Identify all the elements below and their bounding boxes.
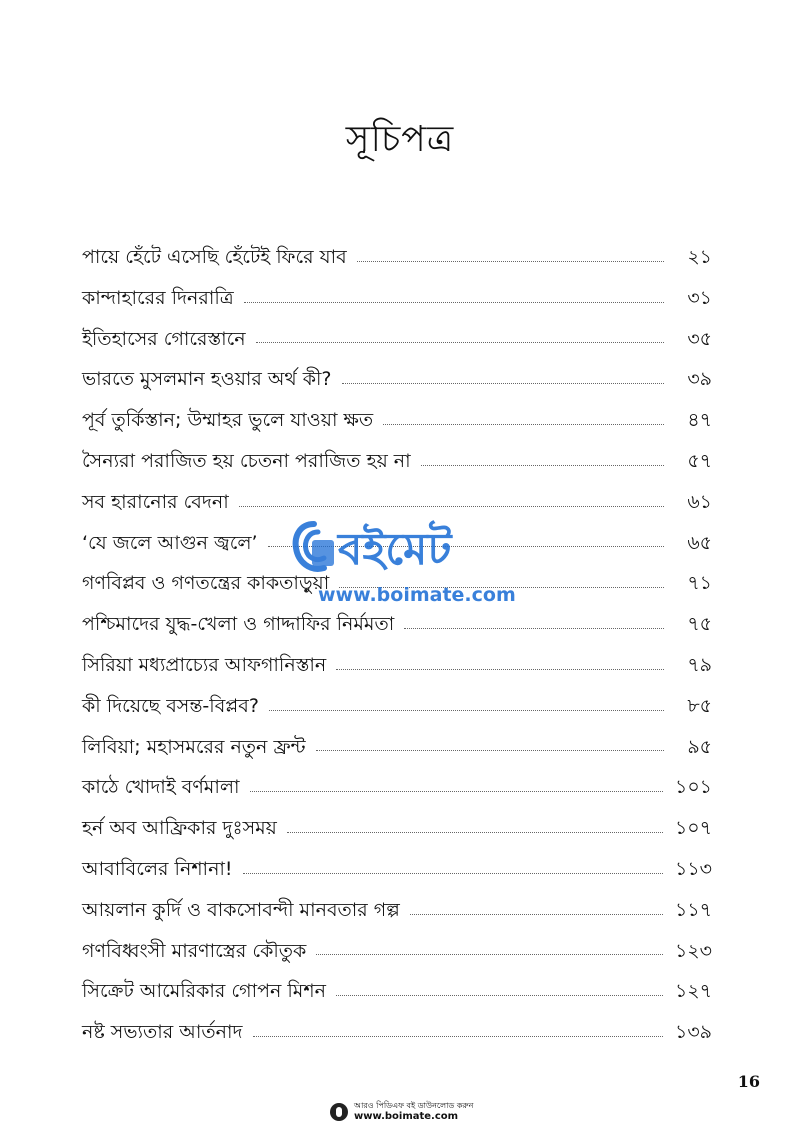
dot-leader [244, 302, 664, 303]
dot-leader [404, 628, 664, 629]
footer [330, 1100, 490, 1126]
toc-row [82, 432, 712, 473]
toc-page-number: ৭৯ [687, 653, 712, 676]
toc-row [82, 269, 712, 310]
toc-row [82, 228, 712, 269]
toc-title: সৈন্যরা পরাজিত হয় চেতনা পরাজিত হয় না [82, 449, 411, 472]
toc-title: সিরিয়া মধ্যপ্রাচ্যের আফগানিস্তান [82, 653, 327, 676]
toc-page-number: ৩১ [687, 286, 712, 309]
toc-row [82, 881, 712, 922]
toc-row [82, 350, 712, 391]
toc-title: লিবিয়া; মহাসমরের নতুন ফ্রন্ট [82, 735, 306, 758]
toc-title: পশ্চিমাদের যুদ্ধ-খেলা ও গাদ্দাফির নির্মমতা [82, 613, 395, 636]
toc-title: পূর্ব তুর্কিস্তান; উম্মাহর ভুলে যাওয়া ক্ষত [82, 409, 374, 432]
toc-page-number: ৯৫ [687, 735, 712, 758]
table-of-contents [82, 228, 712, 1044]
watermark [288, 518, 518, 610]
watermark-name: বইমেট [338, 524, 452, 575]
page-title: সূচিপত্র [345, 119, 455, 160]
toc-page-number: ৫৭ [687, 449, 712, 472]
dot-leader [287, 832, 663, 833]
toc-page-number: ৬১ [687, 490, 712, 513]
footer-download-text: আরও পিডিএফ বই ডাউনলোড করুন [354, 1101, 474, 1110]
toc-page-number: ১১৭ [674, 898, 712, 921]
toc-page-number: ১৩৯ [674, 1021, 712, 1044]
toc-row [82, 718, 712, 759]
toc-title: ‘যে জলে আগুন জ্বলে’ [82, 531, 258, 554]
dot-leader [253, 1036, 663, 1037]
toc-page-number: ১০৭ [674, 817, 712, 840]
toc-title: ইতিহাসের গোরেস্তানে [82, 327, 246, 350]
dot-leader [239, 506, 664, 507]
toc-row [82, 473, 712, 514]
dot-leader [383, 424, 664, 425]
page-number: 16 [737, 1072, 760, 1091]
dot-leader [336, 669, 664, 670]
toc-row [82, 758, 712, 799]
toc-title: আবাবিলের নিশানা! [82, 857, 233, 880]
toc-title: পায়ে হেঁটে এসেছি হেঁটেই ফিরে যাব [82, 246, 347, 268]
dot-leader [316, 954, 663, 955]
toc-row [82, 922, 712, 963]
dot-leader [336, 995, 663, 996]
dot-leader [410, 914, 663, 915]
toc-page-number: ৬৫ [687, 531, 712, 554]
toc-title: ভারতে মুসলমান হওয়ার অর্থ কী? [82, 368, 332, 391]
toc-page-number: ২১ [687, 246, 712, 268]
toc-page-number: ৭১ [687, 572, 712, 595]
toc-row [82, 310, 712, 351]
watermark-url: www.boimate.com [318, 584, 516, 606]
toc-page-number: ৩৯ [687, 368, 712, 391]
dot-leader [243, 873, 663, 874]
toc-row [82, 799, 712, 840]
dot-leader [269, 710, 664, 711]
dot-leader [357, 261, 664, 262]
logo-circle-icon [330, 1103, 348, 1121]
dot-leader [316, 750, 664, 751]
toc-page-number: ৪৭ [687, 409, 712, 432]
toc-row [82, 677, 712, 718]
footer-url: www.boimate.com [354, 1111, 459, 1122]
dot-leader [421, 465, 664, 466]
toc-title: হর্ন অব আফ্রিকার দুঃসময় [82, 817, 277, 840]
toc-page-number: ৮৫ [687, 694, 712, 717]
toc-row [82, 962, 712, 1003]
toc-row [82, 840, 712, 881]
toc-title: নষ্ট সভ্যতার আর্তনাদ [82, 1021, 243, 1044]
dot-leader [342, 383, 664, 384]
dot-leader [256, 342, 664, 343]
toc-title: কী দিয়েছে বসন্ত-বিপ্লব? [82, 694, 259, 717]
toc-page-number: ৩৫ [687, 327, 712, 350]
toc-title: গণবিধ্বংসী মারণাস্ত্রের কৌতুক [82, 939, 307, 962]
toc-title: গণবিপ্লব ও গণতন্ত্রের কাকতাড়ুয়া [82, 572, 330, 595]
toc-page-number: ১০১ [674, 776, 712, 799]
toc-title: কান্দাহারের দিনরাত্রি [82, 286, 234, 309]
paperclip-book-logo [288, 518, 340, 578]
toc-title: সিক্রেট আমেরিকার গোপন মিশন [82, 980, 326, 1003]
toc-page-number: ১১৩ [674, 857, 712, 880]
toc-page-number: ১২৩ [674, 939, 712, 962]
toc-row [82, 391, 712, 432]
toc-title: আয়লান কুর্দি ও বাকসোবন্দী মানবতার গল্প [82, 898, 400, 921]
dot-leader [250, 791, 663, 792]
toc-row [82, 636, 712, 677]
toc-title: কাঠে খোদাই বর্ণমালা [82, 776, 240, 799]
toc-row [82, 1003, 712, 1044]
toc-page-number: ১২৭ [674, 980, 712, 1003]
toc-page-number: ৭৫ [687, 613, 712, 636]
toc-title: সব হারানোর বেদনা [82, 490, 229, 513]
